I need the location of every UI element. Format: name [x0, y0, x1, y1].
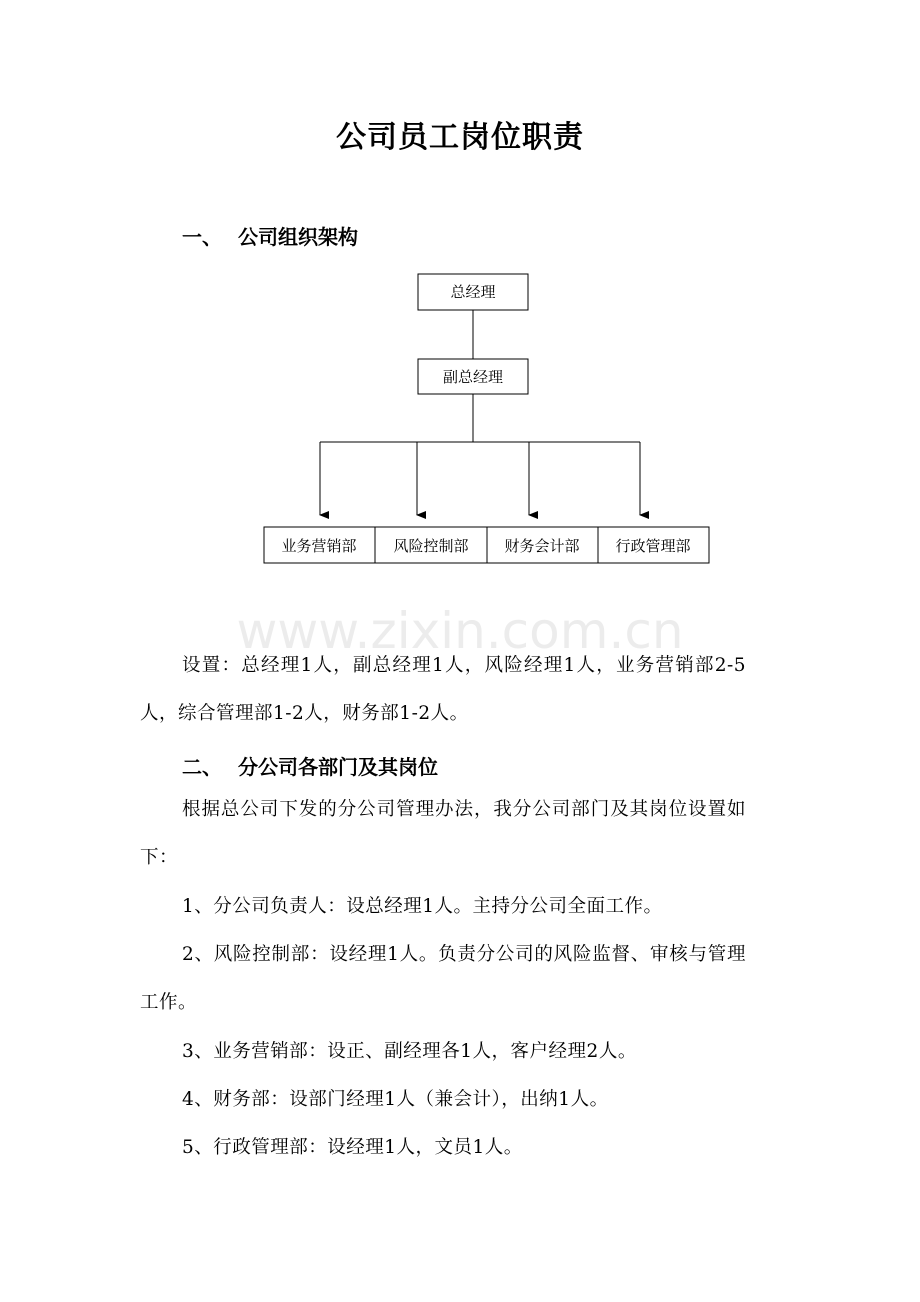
org-label-finance: 财务会计部 [504, 537, 580, 555]
section-heading-branch [182, 751, 438, 780]
org-label-sales: 业务营销部 [281, 537, 357, 555]
section-number: 二、 [182, 755, 222, 779]
list-item: 2、风险控制部：设经理1人。负责分公司的风险监督、审核与管理工作。 [140, 944, 746, 1013]
org-label-admin: 行政管理部 [615, 537, 691, 555]
list-item: 1、分公司负责人：设总经理1人。主持分公司全面工作。 [182, 896, 663, 917]
org-chart [0, 0, 920, 600]
org-label-risk: 风险控制部 [393, 537, 469, 555]
list-item: 3、业务营销部：设正、副经理各1人，客户经理2人。 [182, 1041, 637, 1062]
org-label-ceo: 总经理 [450, 283, 496, 301]
intro-paragraph: 根据总公司下发的分公司管理办法，我分公司部门及其岗位设置如下： [140, 799, 746, 868]
setup-paragraph: 设置：总经理1人，副总经理1人，风险经理1人，业务营销部2-5人，综合管理部1-2人，财务部1-2人。 [140, 655, 746, 724]
section-number: 一、 [182, 225, 222, 249]
section-title: 分公司各部门及其岗位 [238, 755, 438, 779]
section-title: 公司组织架构 [238, 225, 358, 249]
watermark: www.zixin.com.cn [236, 602, 684, 660]
list-item: 5、行政管理部：设经理1人，文员1人。 [182, 1137, 523, 1158]
page-title: 公司员工岗位职责 [336, 120, 584, 155]
list-item: 4、财务部：设部门经理1人（兼会计），出纳1人。 [182, 1089, 609, 1110]
org-label-deputy: 副总经理 [442, 368, 504, 386]
